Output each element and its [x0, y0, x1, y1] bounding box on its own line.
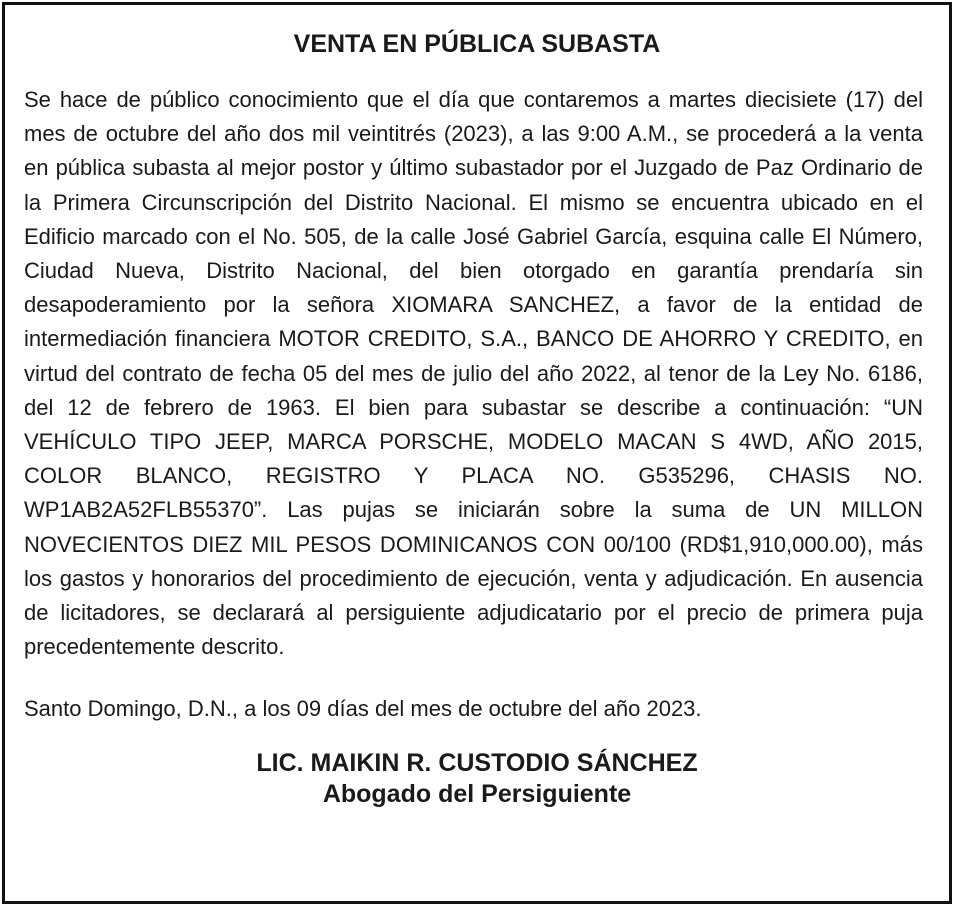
notice-title: VENTA EN PÚBLICA SUBASTA	[293, 30, 661, 58]
notice-body: Se hace de público conocimiento que el día que contaremos a martes diecisiete (17) del mes de octubre del año dos mil veintitrés (2023), a las 9:00 A.M., se procederá a la venta en pública subasta al mejor postor y último subastador por el Juzgado de Paz Ordinario de la Primera Circunscripción del Distrito Nacional. El mismo se encuentra ubicado en el Edificio marcado con el No. 505, de la calle José Gabriel García, esquina calle El Número, Ciudad Nueva, Distrito Nacional, del bien otorgado en garantía prendaría sin desapoderamiento por la señora XIOMARA SANCHEZ, a favor de la entidad de intermediación financiera MOTOR CREDITO, S.A., BANCO DE AHORRO Y CREDITO, en virtud del contrato de fecha 05 del mes de julio del año 2022, al tenor de la Ley No. 6186, del 12 de febrero de 1963. El bien para subastar se describe a continuación: “UN VEHÍCULO TIPO JEEP, MARCA PORSCHE, MODELO MACAN S 4WD, AÑO 2015, COLOR BLANCO, REGISTRO Y PLACA NO. G535296, CHASIS NO. WP1AB2A52FLB55370”. Las pujas se iniciarán sobre la suma de UN MILLON NOVECIENTOS DIEZ MIL PESOS DOMINICANOS CON 00/100 (RD$1,910,000.00), más los gastos y honorarios del procedimiento de ejecución, venta y adjudicación. En ausencia de licitadores, se declarará al persiguiente adjudicatario por el precio de primera puja precedentemente descrito.	[24, 87, 923, 660]
signatory-name: LIC. MAIKIN R. CUSTODIO SÁNCHEZ	[256, 749, 698, 778]
signature-block	[24, 748, 923, 810]
signatory-role: Abogado del Persiguiente	[322, 780, 632, 809]
legal-notice-box	[2, 2, 952, 904]
notice-closing: Santo Domingo, D.N., a los 09 días del mes de octubre del año 2023.	[24, 696, 702, 722]
